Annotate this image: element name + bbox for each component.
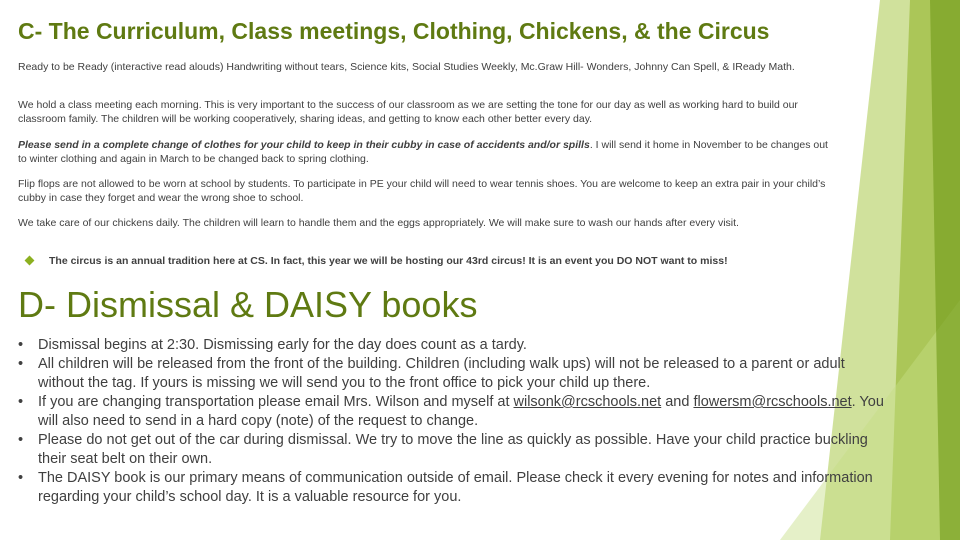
shoes-paragraph: Flip flops are not allowed to be worn at school by students. To participate in PE your child will need to wear tennis shoes. You are welcome to keep an extra pair in your child’s cubby in case they forget and wear the wrong shoe to school.	[18, 178, 826, 204]
curriculum-paragraph: Ready to be Ready (interactive read alouds) Handwriting without tears, Science kits, Social Studies Weekly, Mc.Graw Hill- Wonders, Johnny Can Spell, & IReady Math.	[18, 61, 795, 73]
clothing-emphasis: Please send in a complete change of clothes for your child to keep in their cubby in case of accidents and/or spills	[18, 139, 590, 151]
chickens-paragraph: We take care of our chickens daily. The children will learn to handle them and the eggs appropriately. We will make sure to wash our hands after every visit.	[18, 217, 739, 229]
bullet-icon: •	[18, 356, 24, 372]
section-c-title: C- The Curriculum, Class meetings, Clothing, Chickens, & the Circus	[18, 18, 770, 44]
bullet-text: The DAISY book is our primary means of communication outside of email. Please check it every evening for notes and information regarding your child’s school day. It is a valuable resource for you.	[38, 470, 873, 505]
bullet-icon: •	[18, 432, 24, 448]
flowers-email-link[interactable]: flowersm@rcschools.net	[693, 394, 852, 410]
list-item	[18, 336, 888, 355]
list-item	[18, 469, 888, 507]
bullet-text: Dismissal begins at 2:30. Dismissing early for the day does count as a tardy.	[38, 337, 527, 353]
dismissal-bullet-list	[18, 336, 888, 507]
list-item	[18, 431, 888, 469]
wilson-email-link[interactable]: wilsonk@rcschools.net	[513, 394, 662, 410]
bullet-text: Please do not get out of the car during dismissal. We try to move the line as quickly as possible. Have your child practice buckling their seat belt on their own.	[38, 432, 868, 467]
list-item	[18, 393, 888, 431]
bullet-text: . You will also need to send in a hard copy (note) of the request to change.	[38, 394, 884, 429]
clothing-rest: . I will send it home in November to be changes out to winter clothing and again in March to be changed back to spring clothing.	[18, 139, 828, 165]
class-meetings-paragraph: We hold a class meeting each morning. This is very important to the success of our classroom as we are setting the tone for our day as well as working hard to build our classroom family. The children will be working cooperatively, sharing ideas, and getting to know each other better every day.	[18, 99, 798, 125]
bullet-text: and	[661, 394, 694, 410]
list-item	[18, 355, 888, 393]
clothing-paragraph	[18, 139, 838, 166]
section-d-title: D- Dismissal & DAISY books	[18, 284, 478, 325]
bullet-icon: •	[18, 337, 24, 353]
circus-text: The circus is an annual tradition here at CS. In fact, this year we will be hosting our 43rd circus! It is an event you DO NOT want to miss!	[49, 255, 728, 267]
bullet-text: All children will be released from the front of the building. Children (including walk ups) will not be released to a parent or adult without the tag. If yours is missing we will send you to the front office to pick your child up there.	[38, 356, 845, 391]
diamond-bullet-icon	[25, 255, 35, 265]
bullet-icon: •	[18, 394, 24, 410]
bullet-icon: •	[18, 470, 24, 486]
circus-bullet	[26, 254, 846, 268]
bullet-text: If you are changing transportation please email Mrs. Wilson and myself at	[38, 394, 514, 410]
